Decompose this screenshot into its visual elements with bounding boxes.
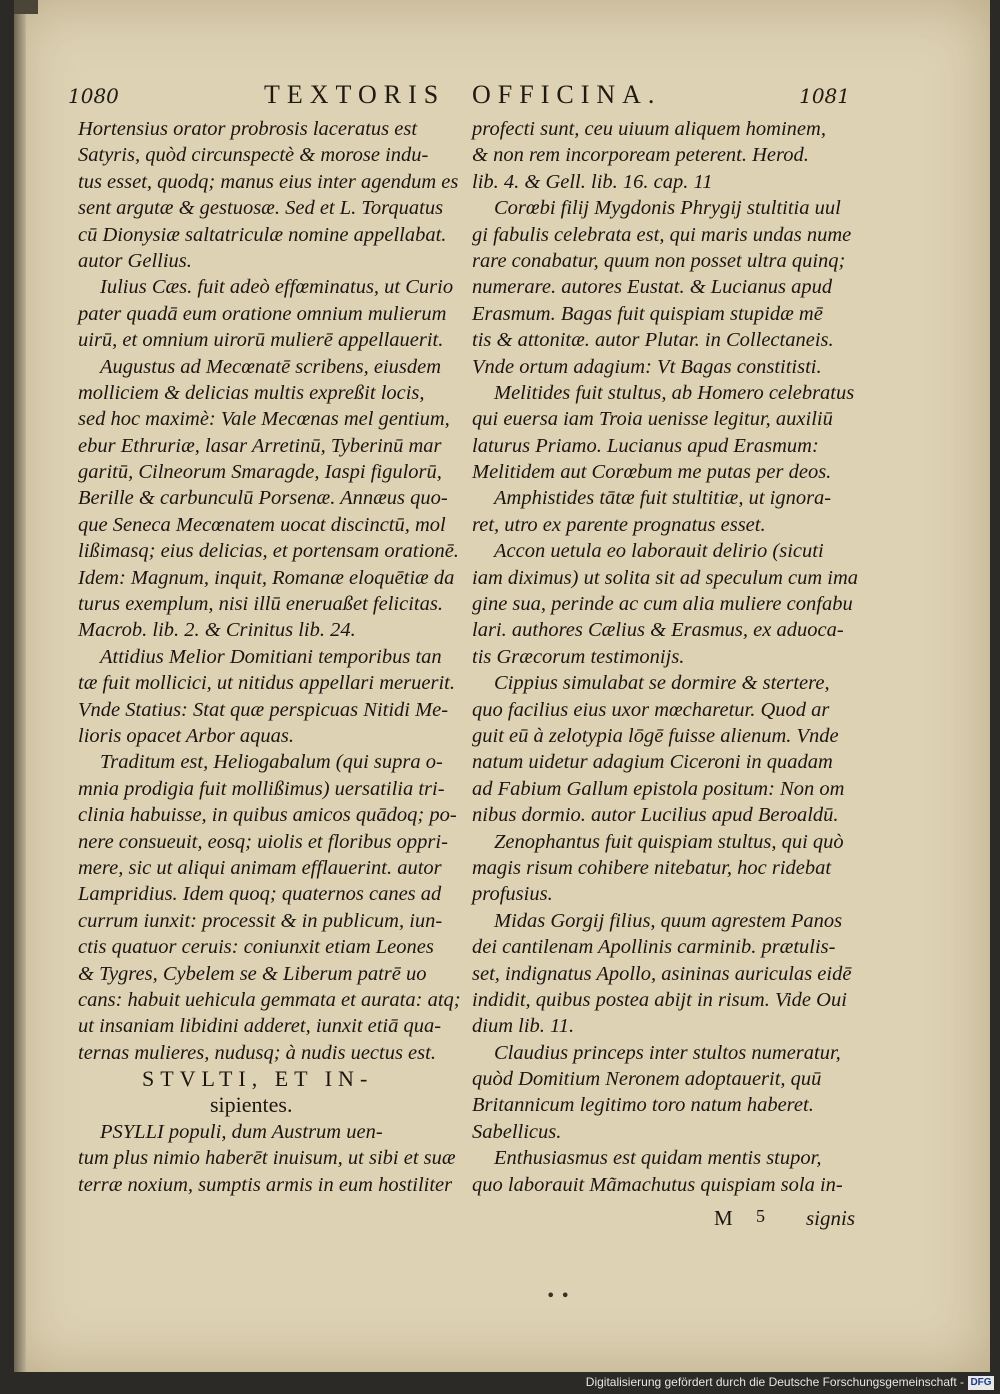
left-text-line: Lampridius. Idem quoq; quaternos canes ad	[78, 883, 442, 906]
left-text-line: uirū, et omnium uirorū mulierē appellauerit.	[78, 329, 444, 352]
right-running-title: OFFICINA.	[472, 80, 662, 109]
left-text-column	[78, 116, 461, 1198]
left-text-line: Macrob. lib. 2. & Crinitus lib. 24.	[78, 619, 356, 642]
right-text-line: quo facilius eius uxor mœcharetur. Quod ar	[472, 698, 830, 721]
right-text-line: nibus dormio. autor Lucilius apud Beroaldū.	[472, 804, 839, 827]
left-text-line: molliciem & delicias multis expreßit locis,	[78, 381, 425, 404]
signature-letter: M	[714, 1206, 733, 1230]
corner-tab	[14, 0, 38, 14]
right-text-line: profecti sunt, ceu uiuum aliquem hominem,	[472, 118, 826, 140]
left-text-line: mnia prodigia fuit mollißimus) uersatilia tri-	[78, 777, 445, 800]
right-text-line: ret, utro ex parente prognatus esset.	[472, 513, 766, 536]
left-text-line: clinia habuisse, in quibus amicos quādoq; po-	[78, 804, 457, 827]
right-text-line: quo laborauit Mãmachutus quispiam sola in-	[472, 1173, 843, 1196]
left-text-line: Hortensius orator probrosis laceratus est	[78, 118, 418, 140]
right-text-line: Sabellicus.	[472, 1120, 562, 1143]
left-text-line: PSYLLI populi, dum Austrum uen-	[100, 1120, 383, 1143]
running-header	[68, 76, 850, 116]
left-text-line: autor Gellius.	[78, 249, 192, 272]
left-text-line: tum plus nimio haberēt inuisum, ut sibi et suæ	[78, 1147, 456, 1170]
page-edge	[14, 0, 26, 1372]
section-heading: sipientes.	[210, 1092, 293, 1118]
signature-line	[704, 1204, 854, 1234]
right-text-line: tis & attonitæ. autor Plutar. in Collectaneis.	[472, 329, 834, 352]
left-text-line: lioris opacet Arbor aquas.	[78, 724, 295, 747]
left-text-line: ebur Ethruriæ, lasar Arretinū, Tyberinū mar	[78, 434, 442, 457]
right-text-line: gi fabulis celebrata est, qui maris undas nume	[472, 223, 852, 246]
left-text-line: tæ fuit mollicici, ut nitidus appellari meruerit.	[78, 672, 455, 695]
left-text-line: Idem: Magnum, inquit, Romanæ eloquētiæ da	[78, 566, 455, 589]
left-page-number: 1080	[68, 84, 119, 108]
left-text-line: ut insaniam libidini adderet, iunxit etiā qua-	[78, 1015, 442, 1038]
right-text-line: Claudius princeps inter stultos numeratur,	[494, 1041, 841, 1064]
right-text-column	[472, 116, 859, 1198]
right-text-line: guit eū à zelotypia lōgē fuisse alienum. Vnde	[472, 724, 839, 747]
page-marks: • •	[546, 1286, 570, 1305]
left-running-title: TEXTORIS	[264, 80, 446, 109]
left-text-line: & Tygres, Cybelem se & Liberum patrē uo	[78, 962, 427, 985]
left-text-line: sed hoc maximè: Vale Mecœnas mel gentium,	[78, 408, 450, 431]
signature-number: 5	[756, 1206, 765, 1226]
right-text-line: quòd Domitium Neronem adoptauerit, quū	[472, 1068, 822, 1091]
left-text-line: tus esset, quodq; manus eius inter agendum es	[78, 170, 459, 193]
right-text-line: profusius.	[472, 883, 553, 906]
left-text-line: cū Dionysiæ saltatriculæ nomine appellabat.	[78, 223, 447, 246]
right-text-line: Melitides fuit stultus, ab Homero celebratus	[494, 381, 855, 404]
right-text-line: & non rem incorpoream peterent. Herod.	[472, 144, 809, 167]
right-text-line: Cippius simulabat se dormire & stertere,	[494, 672, 830, 695]
left-text-line: nere consueuit, eosq; uiolis et floribus oppri-	[78, 830, 448, 853]
left-text-line: lißimasq; eius delicias, et portensam orationē.	[78, 540, 459, 563]
left-text-line: Berille & carbunculū Porsenæ. Annæus quo-	[78, 487, 448, 510]
right-text-line: natum uidetur adagium Ciceroni in quadam	[472, 751, 833, 774]
left-text-line: turus exemplum, nisi illū eneruaßet felicitas.	[78, 593, 443, 616]
footer-bar	[0, 1372, 1000, 1394]
book-page	[14, 0, 990, 1372]
right-text-line: Corœbi filij Mygdonis Phrygij stultitia uul	[494, 197, 841, 220]
left-text-line: terræ noxium, sumptis armis in eum hostiliter	[78, 1173, 453, 1196]
dfg-logo: DFG	[968, 1376, 994, 1390]
right-text-line: gine sua, perinde ac cum alia muliere confabu	[472, 593, 853, 616]
left-text-line: sent argutæ & gestuosæ. Sed et L. Torquatus	[78, 197, 444, 220]
right-text-line: lib. 4. & Gell. lib. 16. cap. 11	[472, 170, 713, 193]
section-heading: STVLTI, ET IN-	[142, 1066, 374, 1092]
right-text-line: laturus Priamo. Lucianus apud Erasmum:	[472, 434, 819, 457]
right-text-line: magis risum cohibere nitebatur, hoc ridebat	[472, 856, 832, 879]
footer-credit: Digitalisierung gefördert durch die Deutsche Forschungsgemeinschaft -	[585, 1375, 964, 1389]
right-text-line: lari. authores Cælius & Erasmus, ex aduoca-	[472, 619, 844, 642]
right-text-line: qui euersa iam Troia uenisse legitur, auxiliū	[472, 408, 833, 431]
left-text-line: ternas mulieres, nudusq; à nudis uectus est.	[78, 1041, 436, 1064]
right-text-line: set, indignatus Apollo, asininas auriculas eidē	[472, 962, 852, 985]
left-text-line: ctis quatuor ceruis: coniunxit etiam Leones	[78, 936, 434, 959]
right-text-line: Zenophantus fuit quispiam stultus, qui quò	[494, 830, 844, 853]
right-text-line: dei cantilenam Apollinis carminib. prætulis-	[472, 936, 836, 959]
right-text-line: indidit, quibus postea abijt in risum. Vide Oui	[472, 988, 847, 1011]
left-text-line: garitū, Cilneorum Smaragde, Iaspi figulorū,	[78, 461, 442, 484]
left-text-line: Traditum est, Heliogabalum (qui supra o-	[100, 751, 443, 774]
right-text-line: dium lib. 11.	[472, 1015, 575, 1038]
right-text-line: Enthusiasmus est quidam mentis stupor,	[494, 1147, 822, 1170]
right-text-line: ad Fabium Gallum epistola positum: Non om	[472, 777, 845, 800]
left-text-line: Augustus ad Mecœnatē scribens, eiusdem	[100, 355, 442, 378]
right-text-line: Accon uetula eo laborauit delirio (sicuti	[494, 540, 824, 563]
left-text-line: Attidius Melior Domitiani temporibus tan	[100, 645, 442, 668]
right-text-line: Vnde ortum adagium: Vt Bagas constitisti.	[472, 355, 822, 378]
left-text-line: que Seneca Mecœnatem uocat discinctū, mol	[78, 513, 446, 536]
left-text-line: Satyris, quòd circunspectè & morose indu-	[78, 144, 429, 167]
right-text-line: Amphistides tātæ fuit stultitiæ, ut ignora-	[494, 487, 832, 510]
left-text-line: currum iunxit: processit & in publicum, iun-	[78, 909, 443, 932]
right-text-line: numerare. autores Eustat. & Lucianus apud	[472, 276, 833, 299]
right-text-line: Melitidem aut Corœbum me putas per deos.	[472, 461, 832, 484]
left-text-line: Iulius Cæs. fuit adeò effœminatus, ut Curio	[100, 276, 454, 299]
right-text-line: Britannicum legitimo toro natum haberet.	[472, 1094, 814, 1117]
right-text-line: tis Græcorum testimonijs.	[472, 645, 685, 668]
right-text-line: iam diximus) ut solita sit ad speculum cum ima	[472, 566, 859, 589]
right-page-number: 1081	[799, 84, 850, 108]
catchword: signis	[806, 1206, 856, 1230]
left-text-line: pater quadā eum oratione omnium mulierum	[78, 302, 447, 325]
right-text-line: rare conabatur, quum non posset ultra quinq;	[472, 249, 846, 272]
right-text-line: Midas Gorgij filius, quum agrestem Panos	[494, 909, 843, 932]
left-text-line: cans: habuit uehicula gemmata et aurata: atq;	[78, 988, 461, 1011]
left-text-line: Vnde Statius: Stat quæ perspicuas Nitidi Me-	[78, 698, 449, 721]
right-text-line: Erasmum. Bagas fuit quispiam stupidæ mē	[472, 302, 823, 325]
left-text-line: mere, sic ut aliqui animam efflauerint. autor	[78, 856, 442, 879]
